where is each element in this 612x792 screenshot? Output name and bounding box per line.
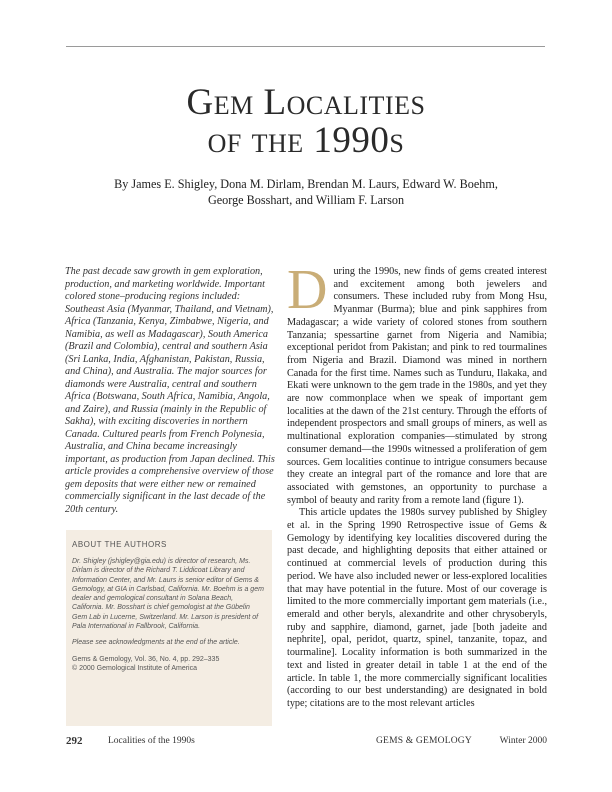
drop-cap: D xyxy=(287,259,328,321)
article-title xyxy=(60,84,552,160)
page-number: 292 xyxy=(66,735,83,747)
byline-line-1: By James E. Shigley, Dona M. Dirlam, Brendan M. Laurs, Edward W. Boehm, xyxy=(114,177,498,191)
running-title: Localities of the 1990s xyxy=(108,736,195,746)
article-body xyxy=(287,259,547,711)
byline xyxy=(80,176,532,208)
author-bios: Dr. Shigley (jshigley@gia.edu) is director of research, Ms. Dirlam is director of the Richard T. Liddicoat Library and Information Center, and Mr. Laurs is senior editor of Gems & Gemology, at GIA in Carlsbad, California. Mr. Boehm is a gem dealer and gemological consultant in Solana Beach, California. Mr. Bosshart is chief gemologist at the Gübelin Gem Lab in Lucerne, Switzerland. Mr. Larson is president of Pala International in Fallbrook, California. xyxy=(72,558,264,631)
byline-line-2: George Bosshart, and William F. Larson xyxy=(207,193,405,207)
title-line-1: Gem Localities xyxy=(186,82,426,123)
top-rule xyxy=(66,46,545,47)
about-authors-heading: ABOUT THE AUTHORS xyxy=(72,540,167,549)
title-line-2: of the 1990s xyxy=(207,120,405,161)
copyright-line: © 2000 Gemological Institute of America xyxy=(72,664,197,672)
abstract xyxy=(65,266,275,516)
body-paragraph-2: This article updates the 1980s survey published by Shigley et al. in the Spring 1990 Retrospective issue of Gems & Gemology by identifying key localities discovered during the past decade, and highlighting deposits that either attained or continued at commercial levels of production during this period. We have also included newer or less-explored localities that may have potential in the future. Most of our coverage is limited to the more commercially important gem materials (i.e., emerald and other beryls, alexandrite and other chrysoberyls, ruby and sapphire, diamond, garnet, jade [both jadeite and nephrite], opal, peridot, quartz, spinel, tanzanite, topaz, and tourmaline]. Locality information is both summarized in the text and listed in greater detail in table 1 at the end of the article. In table 1, the more commercially significant localities (according to our best understanding) are designated in bold type; citations are to the most relevant articles xyxy=(287,507,547,709)
abstract-text: he past decade saw growth in gem exploration, production, and marketing worldwide. Important colored stone–producing regions included: Southeast Asia (Myanmar, Thailand, and Vietnam), Africa (Tanzania, Kenya, Zimbabwe, Nigeria, and Namibia, as well as Madagascar), South America (Brazil and Colombia), central and southern Asia (Sri Lanka, India, Afghanistan, Pakistan, Russia, and China), and Australia. The major sources for diamonds were Australia, central and southern Africa (Botswana, South Africa, Namibia, Angola, and Zaire), and Russia (mainly in the Republic of Sakha), with exciting discoveries in northern Canada. Cultured pearls from French Polynesia, Australia, and China became increasingly important, as production from Japan declined. This article provides a comprehensive overview of those gem deposits that were either new or remained commercially significant in the last decade of the 20th century. xyxy=(65,266,275,515)
citation xyxy=(72,655,266,674)
about-authors-box xyxy=(66,530,272,726)
citation-line: Gems & Gemology, Vol. 36, No. 4, pp. 292–335 xyxy=(72,655,220,663)
body-paragraph-1 xyxy=(287,259,547,507)
issue-label: Winter 2000 xyxy=(499,736,547,746)
journal-name: GEMS & GEMOLOGY xyxy=(376,736,472,746)
abstract-lead-letter: T xyxy=(65,266,71,277)
acknowledgments-note: Please see acknowledgments at the end of the article. xyxy=(72,639,240,647)
body-paragraph-1-text: uring the 1990s, new finds of gems created interest and excitement among both jewelers and consumers. These included ruby from Mong Hsu, Myanmar (Burma); blue and pink sapphires from Madagascar; a wide variety of colored stones from southern Tanzania; spessartine garnet from Nigeria and Namibia; exceptional peridot from Pakistan; and pink to red tourmalines from Nigeria and Brazil. Diamond was mined in northern Canada for the first time. Names such as Tunduru, Ilakaka, and Ekati were unknown to the gem trade in the 1980s, and yet they are now commonplace when we speak of important gem localities at the dawn of the 21st century. Through the efforts of independent prospectors and small groups of miners, as well as multinational exploration companies—stimulated by strong consumer demand—the 1990s witnessed a proliferation of gem sources. Gem localities continue to intrigue consumers because they create an integral part of the romance and lore that are associated with gemstones, an opportunity to purchase a symbol of beauty and rarity from a remote land (figure 1). xyxy=(287,266,547,506)
